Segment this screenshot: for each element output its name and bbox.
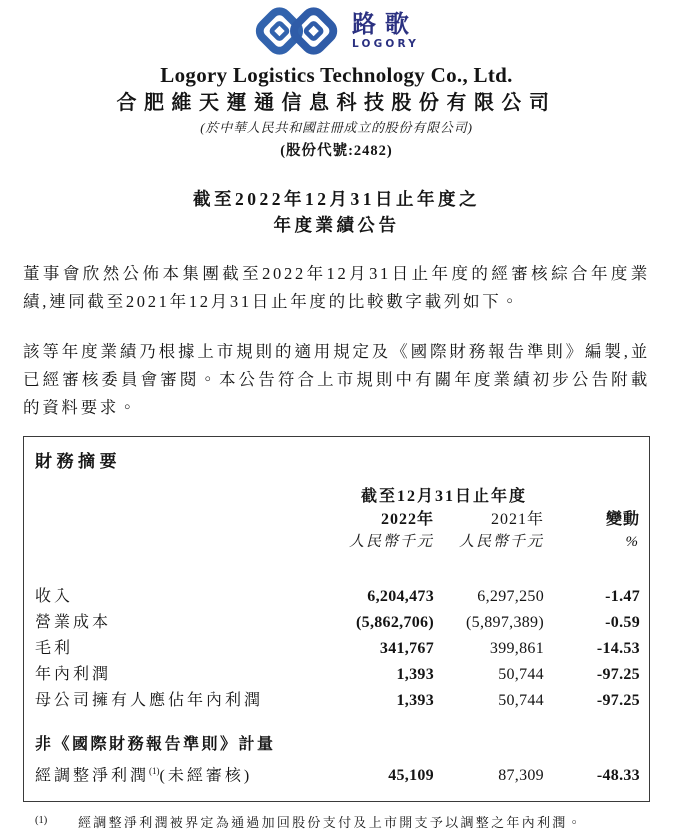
- row-attributable-2022: 1,393: [396, 692, 434, 709]
- company-logo: [23, 6, 650, 56]
- column-header-change: 變動: [605, 511, 640, 528]
- paragraph-preparation-basis: 該等年度業績乃根據上市規則的適用規定及《國際財務報告準則》編製,並已經審核委員會審閱。本公告符合上市規則中有關年度業績初步公告附載的資料要求。: [23, 342, 650, 417]
- company-name-english: Logory Logistics Technology Co., Ltd.: [160, 63, 513, 87]
- row-adjusted-change: -48.33: [596, 767, 640, 785]
- row-label-revenue: 收入: [35, 588, 74, 605]
- financial-summary-title: 財務摘要: [35, 452, 121, 471]
- row-revenue-change: -1.47: [605, 588, 640, 605]
- footnote-marker: (1): [35, 815, 48, 827]
- row-label-gross-profit: 毛利: [35, 640, 74, 657]
- row-gross-2022: 341,767: [379, 640, 434, 657]
- logo-latin-text: LOGORY: [351, 38, 420, 51]
- column-header-2022: 2022年: [380, 511, 434, 528]
- row-adjusted-2021: 87,309: [498, 767, 544, 785]
- row-attributable-2021: 50,744: [498, 692, 544, 709]
- adjusted-label-unaudited: (未經審核): [159, 767, 253, 785]
- row-attributable-change: -97.25: [596, 692, 640, 709]
- incorporation-note: (於中華人民共和國註冊成立的股份有限公司): [200, 120, 473, 135]
- row-cost-2021: (5,897,389): [466, 614, 544, 631]
- row-label-adjusted-net-profit: [35, 758, 316, 789]
- stock-code: (股份代號:2482): [280, 143, 393, 159]
- logo-chinese-text: 路歌: [351, 10, 418, 39]
- row-cost-2022: (5,862,706): [356, 614, 434, 631]
- row-profit-2022: 1,393: [396, 666, 434, 683]
- financial-summary-box: [23, 436, 650, 831]
- row-gross-2021: 399,861: [489, 640, 544, 657]
- footnote: [35, 813, 640, 832]
- row-profit-2021: 50,744: [498, 666, 544, 683]
- row-label-profit-for-year: 年內利潤: [35, 666, 112, 683]
- company-name-chinese: 合肥維天運通信息科技股份有限公司: [116, 92, 557, 114]
- unit-header-2022: 人民幣千元: [348, 534, 434, 550]
- row-cost-change: -0.59: [605, 614, 640, 631]
- announcement-title-line2: 年度業績公告: [273, 215, 400, 235]
- row-gross-change: -14.53: [596, 640, 640, 657]
- row-adjusted-2022: 45,109: [388, 767, 434, 785]
- row-revenue-2021: 6,297,250: [477, 588, 544, 605]
- row-label-cost-of-sales: 營業成本: [35, 614, 112, 631]
- adjusted-label-footnote-ref: (1): [149, 766, 160, 776]
- footnote-text: 經調整淨利潤被界定為通過加回股份支付及上市開支予以調整之年內利潤。: [78, 815, 583, 831]
- paragraph-board-announcement: 董事會欣然公佈本集團截至2022年12月31日止年度的經審核綜合年度業績,連同截至2021年12月31日止年度的比較數字載列如下。: [23, 264, 650, 311]
- logory-logo-icon: [254, 7, 340, 55]
- non-ifrs-section-header: 非《國際財務報告準則》計量: [35, 736, 276, 753]
- logo-wordmark: [352, 12, 419, 50]
- unit-header-2021: 人民幣千元: [458, 534, 544, 550]
- row-label-profit-attributable: 母公司擁有人應佔年內利潤: [35, 692, 264, 709]
- column-header-2021: 2021年: [490, 511, 544, 528]
- row-revenue-2022: 6,204,473: [367, 588, 434, 605]
- spacer: [35, 714, 640, 732]
- document-header: [23, 6, 650, 238]
- announcement-title-line1: 截至2022年12月31日止年度之: [193, 189, 480, 209]
- spacer: [35, 554, 640, 584]
- announcement-title: [23, 186, 650, 238]
- financial-summary-table: [35, 486, 640, 789]
- period-header: 截至12月31日止年度: [360, 488, 527, 505]
- row-profit-change: -97.25: [596, 666, 640, 683]
- unit-header-change: %: [625, 534, 640, 550]
- adjusted-label-main: 經調整淨利潤: [35, 767, 150, 785]
